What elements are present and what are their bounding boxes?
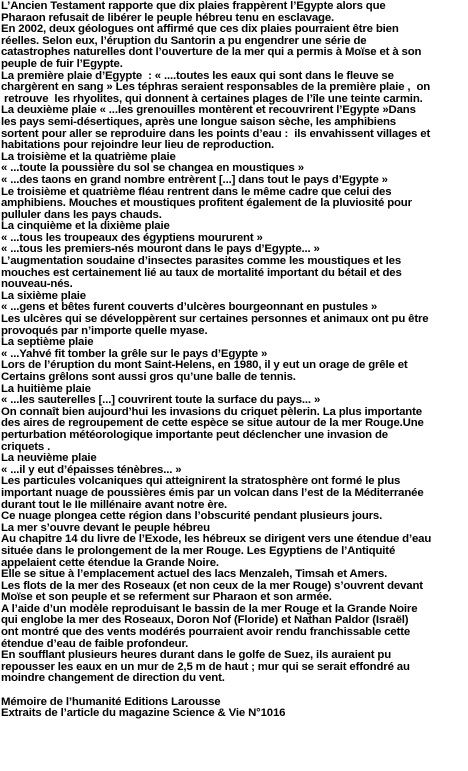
text-line: réelles. Selon eux, l’éruption du Santorin a pu engendrer une série de <box>1 35 367 47</box>
text-line: La première plaie d’Egypte : « ....toutes les eaux qui sont dans le fleuve se <box>1 70 394 82</box>
text-line: « ...les sauterelles [...] couvrirent toute la surface du pays... » <box>1 395 321 407</box>
article-body <box>1 1 468 685</box>
text-line: amphibiens. Mouches et moustiques profitent également de la pluviosité pour <box>1 198 412 210</box>
text-line: située dans le prolongement de la mer Rouge. Les Egyptiens de l’Antiquité <box>1 545 396 557</box>
text-line: « ...Yahvé fit tomber la grêle sur le pays d’Egypte » <box>1 348 268 360</box>
text-line: Le troisième et quatrième fléau rentrent dans le même cadre que celui des <box>1 186 392 198</box>
text-line: les pays semi-désertiques, après une longue saison sèche, les amphibiens <box>1 116 396 128</box>
text-line: chargèrent en sang » Les téphras seraient responsables de la première plaie , on <box>1 82 431 94</box>
text-line: habitations pour rejoindre leur lieu de reproduction. <box>1 140 275 152</box>
text-line: On connaît bien aujourd’hui les invasions du criquet pèlerin. La plus importante <box>1 406 422 418</box>
text-line: important nuage de poussières émis par un volcan dans l’est de la Méditerranée <box>1 487 424 499</box>
text-line: peuple de fuir l’Egypte. <box>1 58 123 70</box>
text-line: « ...gens et bêtes furent couverts d’ulcères bourgeonnant en pustules » <box>1 302 378 314</box>
text-line: La septième plaie <box>1 337 94 349</box>
article-source <box>1 697 468 720</box>
text-line: La neuvième plaie <box>1 453 97 465</box>
text-line: L’augmentation soudaine d’insectes parasites comme les moustiques et les <box>1 256 402 268</box>
text-line: qui englobe la mer des Roseaux, Doron Nof (Floride) et Nathan Paldor (Israël) <box>1 615 409 627</box>
text-line: La deuxième plaie « ...les grenouilles montèrent et recouvrirent l’Egypte »Dans <box>1 105 416 117</box>
text-line: La sixième plaie <box>1 290 86 302</box>
text-line: repousser les eaux en un mur de 2,5 m de haut ; mur qui se serait effondré au <box>1 661 410 673</box>
source-line: Extraits de l’article du magazine Science & Vie N°1016 <box>1 708 286 720</box>
text-line: La troisième et la quatrième plaie <box>1 151 176 163</box>
text-line: Elle se situe à l’emplacement actuel des lacs Menzaleh, Timsah et Amers. <box>1 569 388 581</box>
text-line: durant tout le IIe millénaire avant notre ère. <box>1 499 228 511</box>
text-line: sortent pour aller se reproduire dans les points d’eau : ils envahissent villages et <box>1 128 431 140</box>
text-line: Au chapitre 14 du livre de l’Exode, les hébreux se dirigent vers une étendue d’eau <box>1 534 432 546</box>
text-line: Les flots de la mer des Roseaux (et non ceux de la mer Rouge) s’ouvrent devant <box>1 580 423 592</box>
text-line: appelaient cette étendue la Grande Noire. <box>1 557 219 569</box>
text-line: moindre changement de direction du vent. <box>1 673 225 685</box>
text-line: Lors de l’éruption du mont Saint-Helens, en 1980, il y eut un orage de grêle et <box>1 360 408 372</box>
text-line: L’Ancien Testament rapporte que dix plaies frappèrent l’Egypte alors que <box>1 1 386 12</box>
text-line: perturbation météorologique importante peut déclencher une invasion de <box>1 429 388 441</box>
text-line: La cinquième et la dixième plaie <box>1 221 170 233</box>
text-line: étendue d’eau de faible profondeur. <box>1 638 189 650</box>
text-line: Certains grêlons sont aussi gros qu’une balle de tennis. <box>1 372 296 383</box>
source-line: Mémoire de l’humanité Editions Larousse <box>1 696 221 708</box>
text-line: provoqués par n’importe quelle myase. <box>1 325 208 337</box>
text-line: En 2002, deux géologues ont affirmé que ces dix plaies pourraient être bien <box>1 24 399 36</box>
text-line: La mer s’ouvre devant le peuple hébreu <box>1 522 210 534</box>
text-line: Ce nuage plongea cette région dans l’obscurité pendant plusieurs jours. <box>1 511 383 523</box>
text-line: En soufflant plusieurs heures durant dans le golfe de Suez, ils auraient pu <box>1 650 392 662</box>
text-line: Moïse et son peuple et se referment sur Pharaon et son armée. <box>1 592 332 604</box>
text-line: A l’aide d’un modèle reproduisant le bassin de la mer Rouge et la Grande Noire <box>1 603 418 615</box>
text-line: Les particules volcaniques qui atteignirent la stratosphère ont formé le plus <box>1 476 401 488</box>
text-line: « ...des taons en grand nombre entrèrent [...] dans tout le pays d’Egypte » <box>1 174 388 186</box>
text-line: nouveau-nés. <box>1 279 73 291</box>
text-line: des aires de regroupement de cette espèce se situe autour de la mer Rouge.Une <box>1 418 424 430</box>
text-line: catastrophes naturelles dont l’ouverture de la mer qui a permis à Moïse et à son <box>1 47 422 59</box>
text-line: « ...tous les premiers-nés mouront dans le pays d’Egypte... » <box>1 244 320 256</box>
text-line: « ...tous les troupeaux des égyptiens moururent » <box>1 232 263 244</box>
text-line: Pharaon refusait de libérer le peuple hébreu tenu en esclavage. <box>1 12 335 24</box>
text-line: criquets . <box>1 441 51 453</box>
blank-line <box>1 685 468 697</box>
text-line: pulluler dans les pays chauds. <box>1 209 162 221</box>
text-line: « ...il y eut d’épaisses ténèbres... » <box>1 464 182 476</box>
text-line: ont montré que des vents modérés pourraient avoir rendu franchissable cette <box>1 627 411 639</box>
text-line: La huitième plaie <box>1 383 91 395</box>
text-line: « ...toute la poussière du sol se changea en moustiques » <box>1 163 304 175</box>
text-line: Les ulcères qui se développèrent sur certaines personnes et animaux ont pu être <box>1 314 429 326</box>
text-line: mouches est certainement lié au taux de mortalité important du bétail et des <box>1 267 402 279</box>
text-line: retrouve les rhyolites, qui donnent à certaines plages de l’île une teinte carmin. <box>1 93 423 105</box>
